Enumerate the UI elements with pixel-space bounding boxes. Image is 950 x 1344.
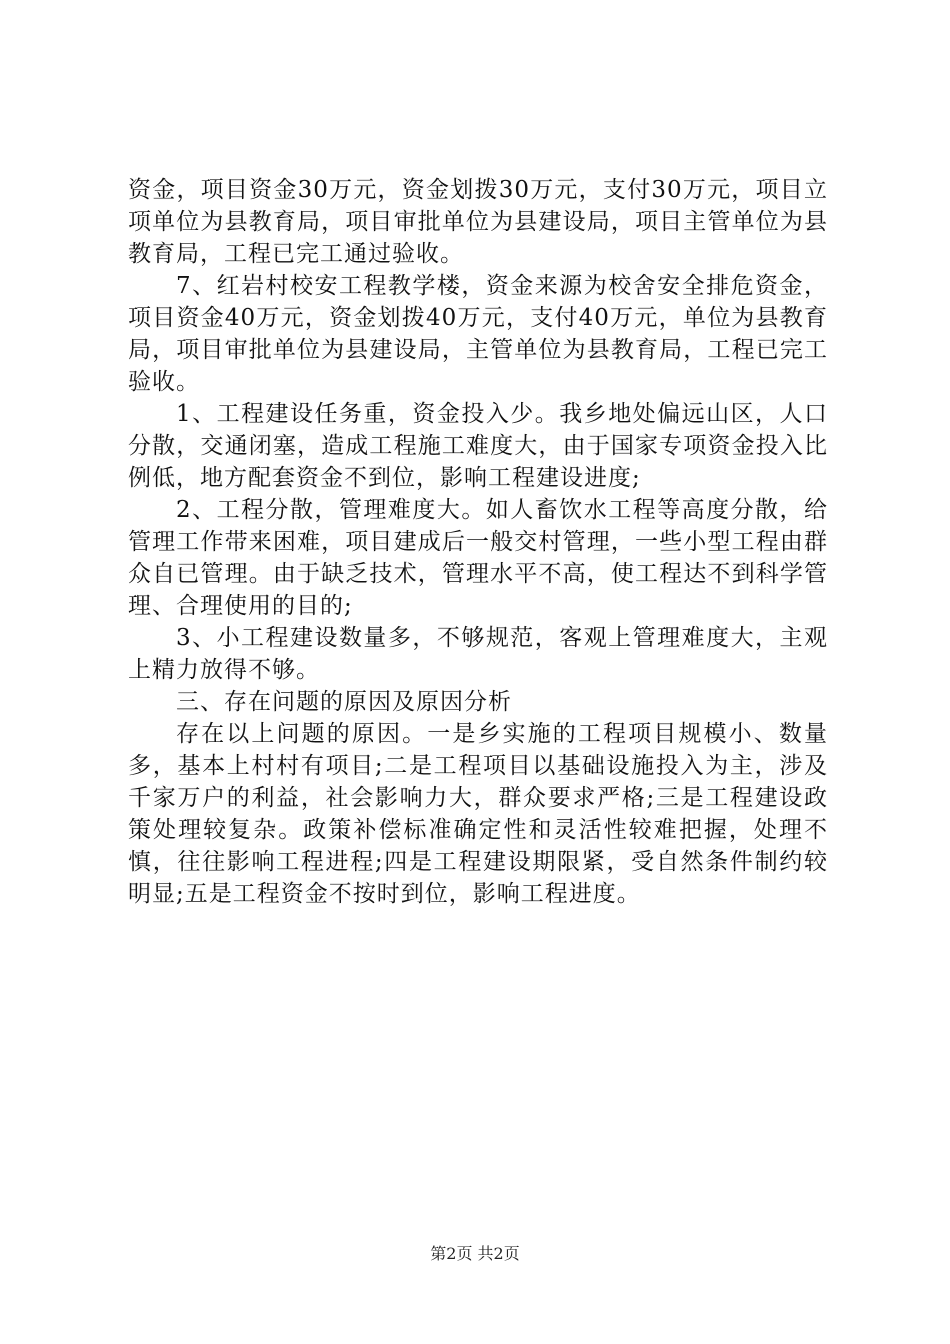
paragraph-cause-analysis: 存在以上问题的原因。一是乡实施的工程项目规模小、数量多，基本上村村有项目;二是工程项目以基础设施投入为主，涉及千家万户的利益，社会影响力大，群众要求严格;三是工程建设政策处理较复杂。政策补偿标准确定性和灵活性较难把握，处理不慎，往往影响工程进程;四是工程建设期限紧，受自然条件制约较明显;五是工程资金不按时到位，影响工程进度。 xyxy=(128,721,828,907)
paragraph-continuation: 资金，项目资金30万元，资金划拨30万元，支付30万元，项目立项单位为县教育局，项目审批单位为县建设局，项目主管单位为县教育局，工程已完工通过验收。 xyxy=(128,177,828,267)
section-heading-causes: 三、存在问题的原因及原因分析 xyxy=(176,689,512,715)
paragraph-issue-2: 2、工程分散，管理难度大。如人畜饮水工程等高度分散，给管理工作带来困难，项目建成后一般交村管理，一些小型工程由群众自已管理。由于缺乏技术，管理水平不高，使工程达不到科学管理、合理使用的目的; xyxy=(128,497,828,619)
paragraph-issue-1: 1、工程建设任务重，资金投入少。我乡地处偏远山区，人口分散，交通闭塞，造成工程施工难度大，由于国家专项资金投入比例低，地方配套资金不到位，影响工程建设进度; xyxy=(128,401,828,491)
document-body xyxy=(128,174,828,910)
paragraph-item-7: 7、红岩村校安工程教学楼，资金来源为校舍安全排危资金，项目资金40万元，资金划拨40万元，支付40万元，单位为县教育局，项目审批单位为县建设局，主管单位为县教育局，工程已完工验收。 xyxy=(128,273,828,395)
page-number-footer: 第2页 共2页 xyxy=(430,1244,520,1263)
paragraph-issue-3: 3、小工程建设数量多，不够规范，客观上管理难度大，主观上精力放得不够。 xyxy=(128,625,828,683)
